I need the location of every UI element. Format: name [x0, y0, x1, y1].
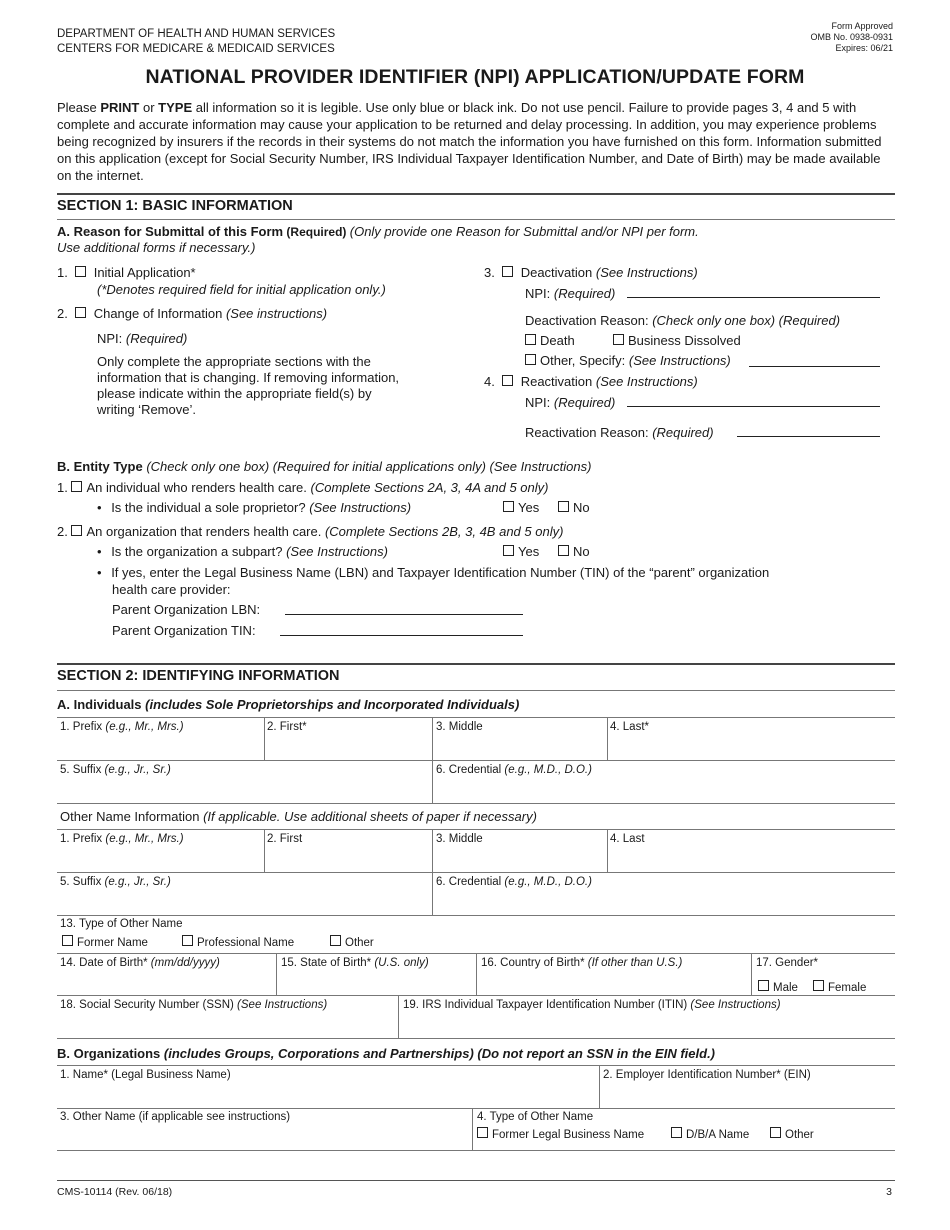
section1-title: SECTION 1: BASIC INFORMATION	[57, 198, 293, 214]
deactivation-dissolved-option: Business Dissolved	[613, 333, 741, 349]
entity-organization-option: 2. An organization that renders health care. (Complete Sections 2B, 3, 4B and 5 only)	[57, 524, 564, 539]
entity-individual-option: 1. An individual who renders health care. (Complete Sections 2A, 3, 4A and 5 only)	[57, 480, 549, 495]
page-number: 3	[886, 1186, 892, 1198]
option-reactivation: 4. Reactivation (See Instructions)	[484, 374, 698, 389]
sole-proprietor-no-checkbox[interactable]	[558, 501, 569, 512]
parent-org-instructions: • If yes, enter the Legal Business Name (LBN) and Taxpayer Identification Number (TIN) of the “parent” organization	[97, 565, 887, 581]
deactivation-reason-label: Deactivation Reason: (Check only one box) (Required)	[525, 313, 841, 328]
parent-lbn-input[interactable]	[285, 614, 523, 615]
org-other-option: Other	[770, 1127, 814, 1142]
subpart-question: • Is the organization a subpart? (See Instructions)	[97, 544, 388, 560]
change-info-note: Only complete the appropriate sections with the information that is changing. If removing information, please indicate within the appropriate field(s) by writing ‘Remove’.	[97, 354, 400, 417]
org-other-name-field[interactable]: 3. Other Name (if applicable see instructions)	[60, 1111, 291, 1123]
former-name-checkbox[interactable]	[62, 935, 73, 946]
deactivation-checkbox[interactable]	[502, 266, 513, 277]
sole-proprietor-question: • Is the individual a sole proprietor? (See Instructions)	[97, 500, 411, 516]
other-name-type-option: Other	[330, 935, 374, 950]
death-checkbox[interactable]	[525, 334, 536, 345]
first-name-field[interactable]: 2. First*	[267, 721, 307, 733]
other-middle-name-field[interactable]: 3. Middle	[436, 833, 483, 845]
professional-name-checkbox[interactable]	[182, 935, 193, 946]
other-last-name-field[interactable]: 4. Last	[610, 833, 645, 845]
ssn-field[interactable]: 18. Social Security Number (SSN) (See Instructions)	[60, 999, 328, 1011]
other-specify-checkbox[interactable]	[525, 354, 536, 365]
prefix-field[interactable]: 1. Prefix (e.g., Mr., Mrs.)	[60, 721, 184, 733]
other-credential-field[interactable]: 6. Credential (e.g., M.D., D.O.)	[436, 876, 592, 888]
sole-proprietor-yes-checkbox[interactable]	[503, 501, 514, 512]
form-id: CMS-10114 (Rev. 06/18)	[57, 1186, 173, 1198]
reactivation-reason-label: Reactivation Reason: (Required)	[525, 425, 714, 440]
initial-application-checkbox[interactable]	[75, 266, 86, 277]
former-lbn-checkbox[interactable]	[477, 1127, 488, 1138]
parent-lbn-label: Parent Organization LBN:	[112, 602, 261, 617]
other-prefix-field[interactable]: 1. Prefix (e.g., Mr., Mrs.)	[60, 833, 184, 845]
itin-field[interactable]: 19. IRS Individual Taxpayer Identification Number (ITIN) (See Instructions)	[403, 999, 781, 1011]
divider	[57, 663, 895, 665]
other-suffix-field[interactable]: 5. Suffix (e.g., Jr., Sr.)	[60, 876, 171, 888]
option-change-of-information: 2. Change of Information (See instructions)	[57, 306, 328, 321]
individual-checkbox[interactable]	[71, 481, 82, 492]
reactivation-npi-label: NPI: (Required)	[525, 395, 616, 410]
country-of-birth-field[interactable]: 16. Country of Birth* (If other than U.S.)	[481, 957, 683, 969]
organizations-heading: B. Organizations (includes Groups, Corporations and Partnerships) (Do not report an SSN in the EIN field.)	[57, 1046, 716, 1061]
form-approval-block: Form Approved OMB No. 0938-0931 Expires: 06/21	[810, 21, 893, 53]
change-information-checkbox[interactable]	[75, 307, 86, 318]
other-name-type-checkbox[interactable]	[330, 935, 341, 946]
dba-option: D/B/A Name	[671, 1127, 749, 1142]
parent-org-instructions-cont: health care provider:	[112, 582, 231, 597]
reactivation-reason-input[interactable]	[737, 436, 880, 437]
female-checkbox[interactable]	[813, 980, 824, 991]
org-type-other-name-label: 4. Type of Other Name	[477, 1111, 594, 1123]
deactivation-death-option: Death	[525, 333, 575, 349]
deactivation-npi-label: NPI: (Required)	[525, 286, 616, 301]
divider	[57, 690, 895, 691]
sole-proprietor-yes: Yes	[503, 500, 539, 516]
subpart-yes-checkbox[interactable]	[503, 545, 514, 556]
divider	[57, 193, 895, 195]
middle-name-field[interactable]: 3. Middle	[436, 721, 483, 733]
individuals-heading: A. Individuals (includes Sole Proprietorships and Incorporated Individuals)	[57, 697, 520, 712]
entity-type-heading: B. Entity Type (Check only one box) (Required for initial applications only) (See Instructions)	[57, 459, 592, 474]
date-of-birth-field[interactable]: 14. Date of Birth* (mm/dd/yyyy)	[60, 957, 220, 969]
type-other-name-label: 13. Type of Other Name	[60, 918, 183, 930]
parent-tin-label: Parent Organization TIN:	[112, 623, 256, 638]
last-name-field[interactable]: 4. Last*	[610, 721, 649, 733]
organization-checkbox[interactable]	[71, 525, 82, 536]
intro-text: Please PRINT or TYPE all information so it is legible. Use only blue or black ink. Do not use pencil. Failure to provide pages 3, 4 and 5 with complete and accurate information may cause your application to be returned and delay processing. In addition, you may experience problems being recognized by insurers if the records in their systems do not match the information you have furnished on this form. Information submitted on this application (except for Social Security Number, IRS Individual Taxpayer Identification Number, and Date of Birth) may be made available on the internet.	[57, 100, 882, 183]
dba-checkbox[interactable]	[671, 1127, 682, 1138]
reactivation-checkbox[interactable]	[502, 375, 513, 386]
state-of-birth-field[interactable]: 15. State of Birth* (U.S. only)	[281, 957, 429, 969]
form-title: NATIONAL PROVIDER IDENTIFIER (NPI) APPLICATION/UPDATE FORM	[145, 66, 805, 88]
credential-field[interactable]: 6. Credential (e.g., M.D., D.O.)	[436, 764, 592, 776]
org-legal-name-field[interactable]: 1. Name* (Legal Business Name)	[60, 1069, 231, 1081]
business-dissolved-checkbox[interactable]	[613, 334, 624, 345]
deactivation-npi-input[interactable]	[627, 297, 880, 298]
option-deactivation: 3. Deactivation (See Instructions)	[484, 265, 698, 280]
divider	[57, 717, 895, 718]
other-name-heading: Other Name Information (If applicable. Use additional sheets of paper if necessary)	[60, 809, 537, 824]
subpart-no-checkbox[interactable]	[558, 545, 569, 556]
divider	[57, 219, 895, 220]
former-lbn-option: Former Legal Business Name	[477, 1127, 644, 1142]
subpart-no: No	[558, 544, 590, 560]
option-initial-application: 1. Initial Application*	[57, 265, 196, 280]
parent-tin-input[interactable]	[280, 635, 523, 636]
other-specify-input[interactable]	[749, 366, 880, 367]
org-other-checkbox[interactable]	[770, 1127, 781, 1138]
agency-name: DEPARTMENT OF HEALTH AND HUMAN SERVICES CENTERS FOR MEDICARE & MEDICAID SERVICES	[57, 28, 336, 55]
ein-field[interactable]: 2. Employer Identification Number* (EIN)	[603, 1069, 811, 1081]
reactivation-npi-input[interactable]	[627, 406, 880, 407]
initial-note: (*Denotes required field for initial application only.)	[97, 282, 386, 297]
male-checkbox[interactable]	[758, 980, 769, 991]
sole-proprietor-no: No	[558, 500, 590, 516]
subpart-yes: Yes	[503, 544, 539, 560]
other-first-name-field[interactable]: 2. First	[267, 833, 303, 845]
suffix-field[interactable]: 5. Suffix (e.g., Jr., Sr.)	[60, 764, 171, 776]
deactivation-other-option: Other, Specify: (See Instructions)	[525, 353, 731, 369]
change-npi-field: NPI: (Required)	[97, 331, 188, 346]
gender-male-option: Male	[758, 980, 798, 995]
gender-female-option: Female	[813, 980, 866, 995]
professional-name-option: Professional Name	[182, 935, 294, 950]
gender-label: 17. Gender*	[756, 957, 819, 969]
former-name-option: Former Name	[62, 935, 148, 950]
section2-title: SECTION 2: IDENTIFYING INFORMATION	[57, 668, 340, 684]
reason-heading: A. Reason for Submittal of this Form (Required) (Only provide one Reason for Submittal and/or NPI per form. Use additional forms if necessary.)	[57, 224, 699, 255]
